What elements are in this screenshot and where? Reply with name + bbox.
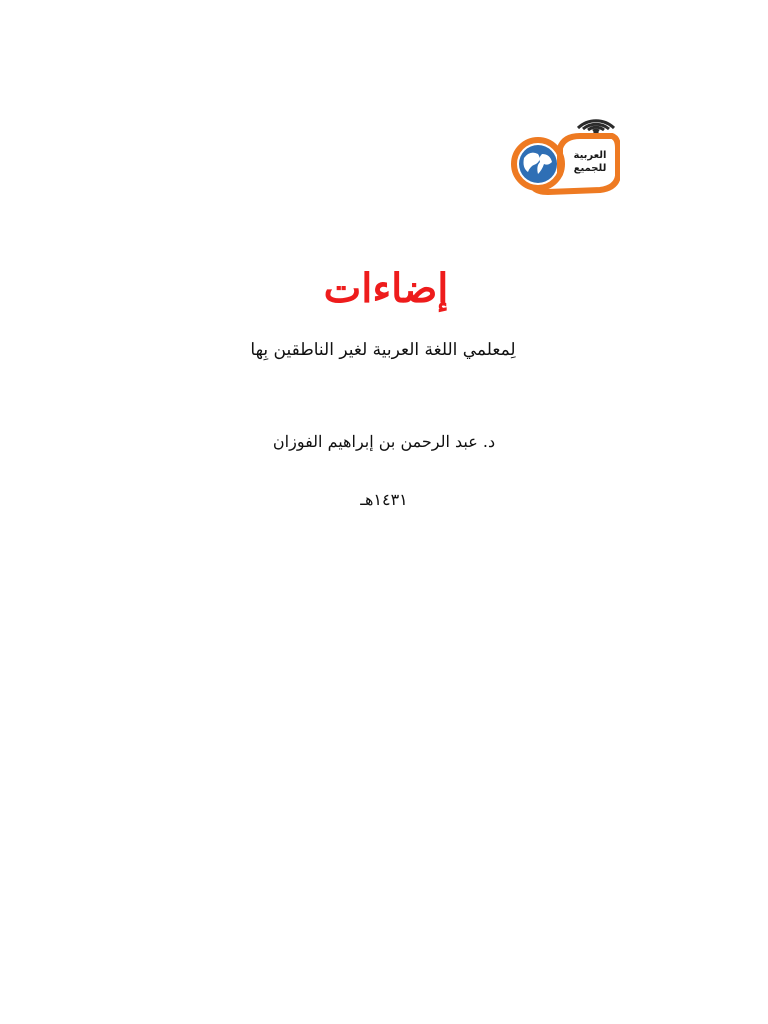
logo-text-line1: العربية: [573, 150, 607, 161]
publication-year: ١٤٣١هـ: [360, 490, 408, 509]
book-subtitle-row: [0, 340, 768, 360]
publisher-logo: [508, 98, 620, 196]
author-row: [0, 432, 768, 451]
book-title: إضاءات: [323, 265, 449, 312]
author-name: د. عبد الرحمن بن إبراهيم الفوزان: [272, 432, 496, 451]
year-row: [0, 490, 768, 509]
book-subtitle: لِمعلمي اللغة العربية لغير الناطقين بِها: [250, 340, 516, 360]
logo-text-line2: للجميع: [573, 163, 607, 174]
arabic-for-all-logo-icon: [508, 98, 620, 196]
book-title-row: [0, 265, 768, 312]
